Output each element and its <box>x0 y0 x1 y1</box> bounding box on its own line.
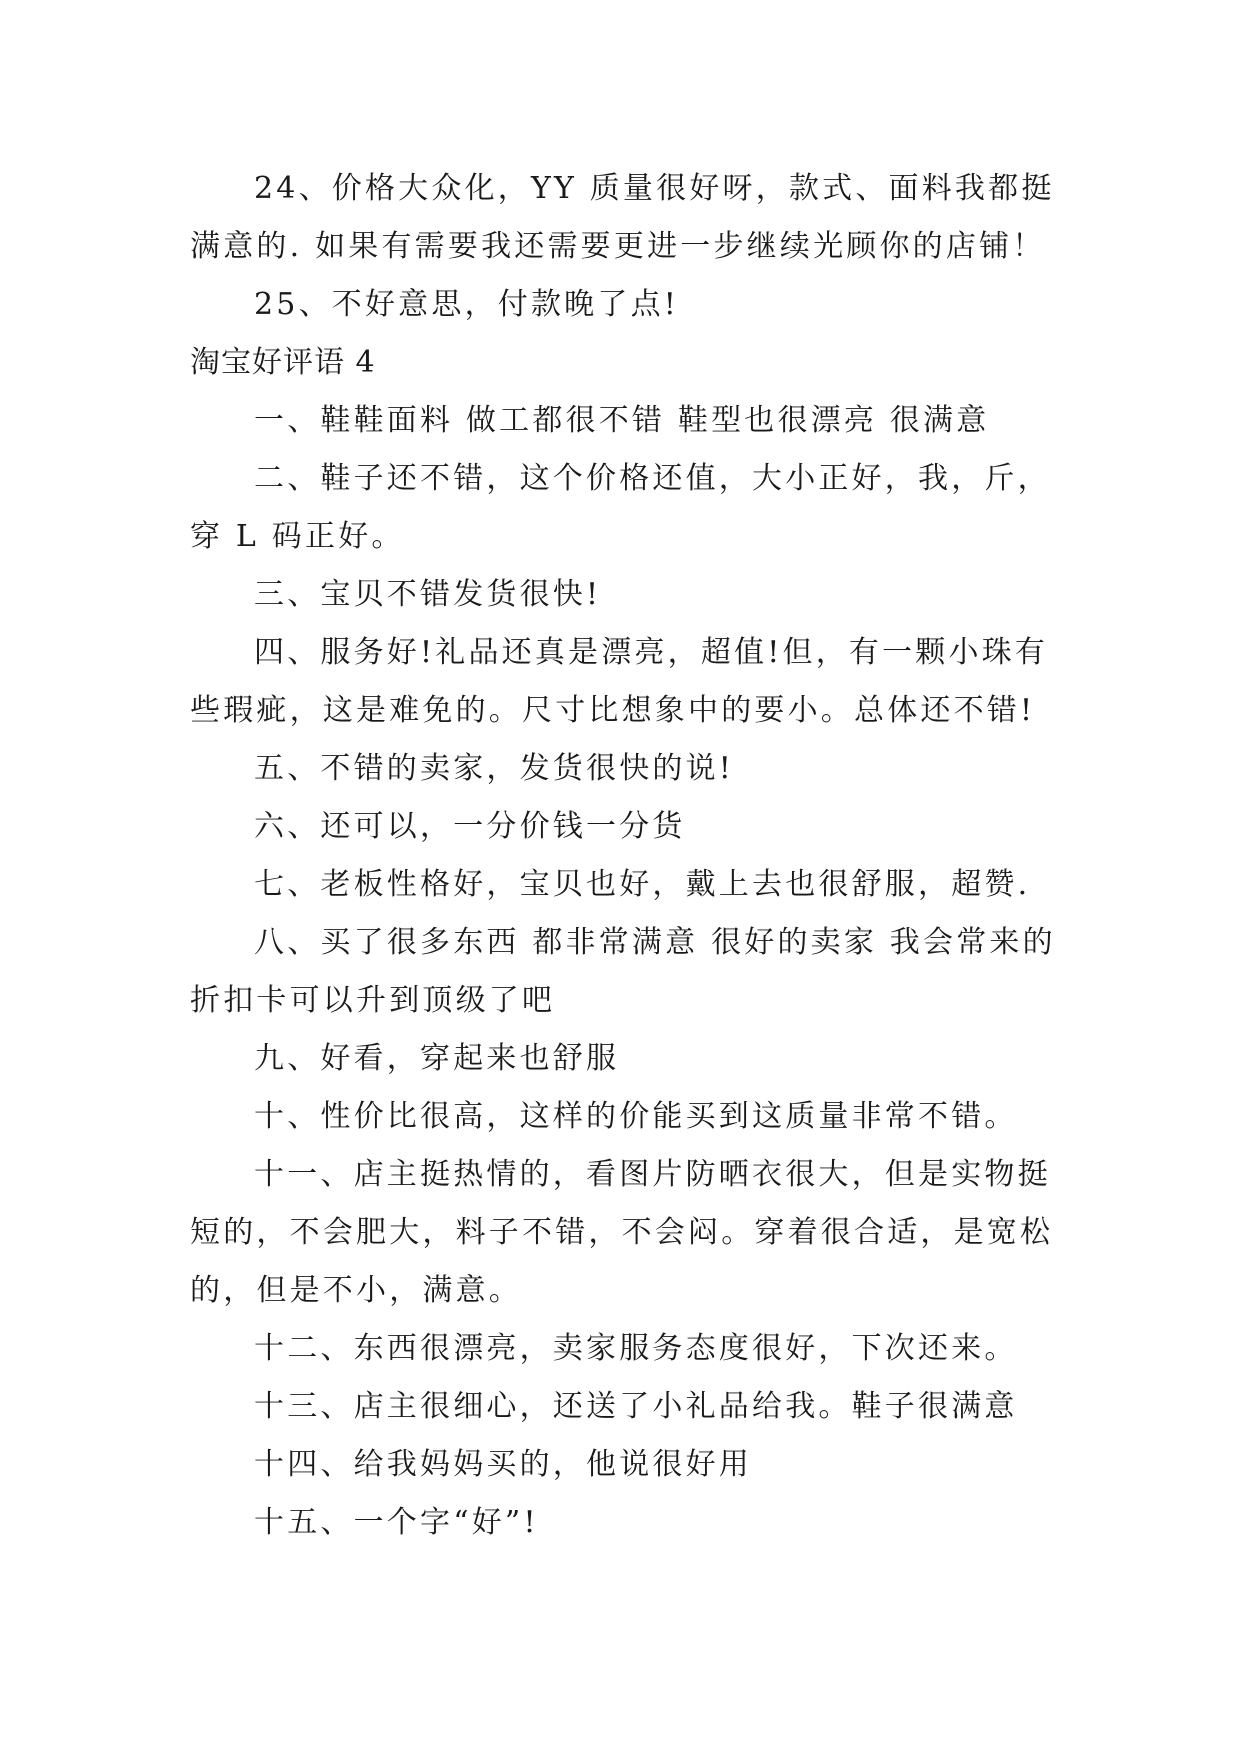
section-heading: 淘宝好评语 4 <box>190 345 376 380</box>
paragraph-15: 十五、一个字“好”! <box>254 1505 539 1540</box>
paragraph-4: 四、服务好!礼品还真是漂亮，超值!但，有一颗小珠有些瑕疵，这是难免的。尺寸比想象中的要小。总体还不错! <box>190 635 1049 728</box>
paragraph-24: 24、价格大众化，YY 质量很好呀，款式、面料我都挺满意的. 如果有需要我还需要更进一步继续光顾你的店铺！ <box>190 171 1055 264</box>
paragraph-10: 十、性价比很高，这样的价能买到这质量非常不错。 <box>254 1099 1018 1134</box>
paragraph-13: 十三、店主很细心，还送了小礼品给我。鞋子很满意 <box>254 1389 1018 1424</box>
paragraph-7: 七、老板性格好，宝贝也好，戴上去也很舒服，超赞. <box>254 867 1031 902</box>
paragraph-12: 十二、东西很漂亮，卖家服务态度很好，下次还来。 <box>254 1331 1018 1366</box>
paragraph-3: 三、宝贝不错发货很快! <box>254 577 602 612</box>
paragraph-2: 二、鞋子还不错，这个价格还值，大小正好，我，斤，穿 L 码正好。 <box>190 461 1051 554</box>
paragraph-25: 25、不好意思，付款晚了点! <box>254 287 680 322</box>
paragraph-5: 五、不错的卖家，发货很快的说! <box>254 751 735 786</box>
document-page <box>190 160 1060 1552</box>
paragraph-11: 十一、店主挺热情的，看图片防晒衣很大，但是实物挺短的，不会肥大，料子不错，不会闷。穿着很合适，是宽松的，但是不小，满意。 <box>190 1157 1054 1308</box>
paragraph-1: 一、鞋鞋面料 做工都很不错 鞋型也很漂亮 很满意 <box>254 403 990 438</box>
paragraph-9: 九、好看，穿起来也舒服 <box>254 1041 620 1076</box>
paragraph-14: 十四、给我妈妈买的，他说很好用 <box>254 1447 752 1482</box>
paragraph-6: 六、还可以，一分价钱一分货 <box>254 809 686 844</box>
paragraph-8: 八、买了很多东西 都非常满意 很好的卖家 我会常来的 折扣卡可以升到顶级了吧 <box>190 925 1056 1018</box>
